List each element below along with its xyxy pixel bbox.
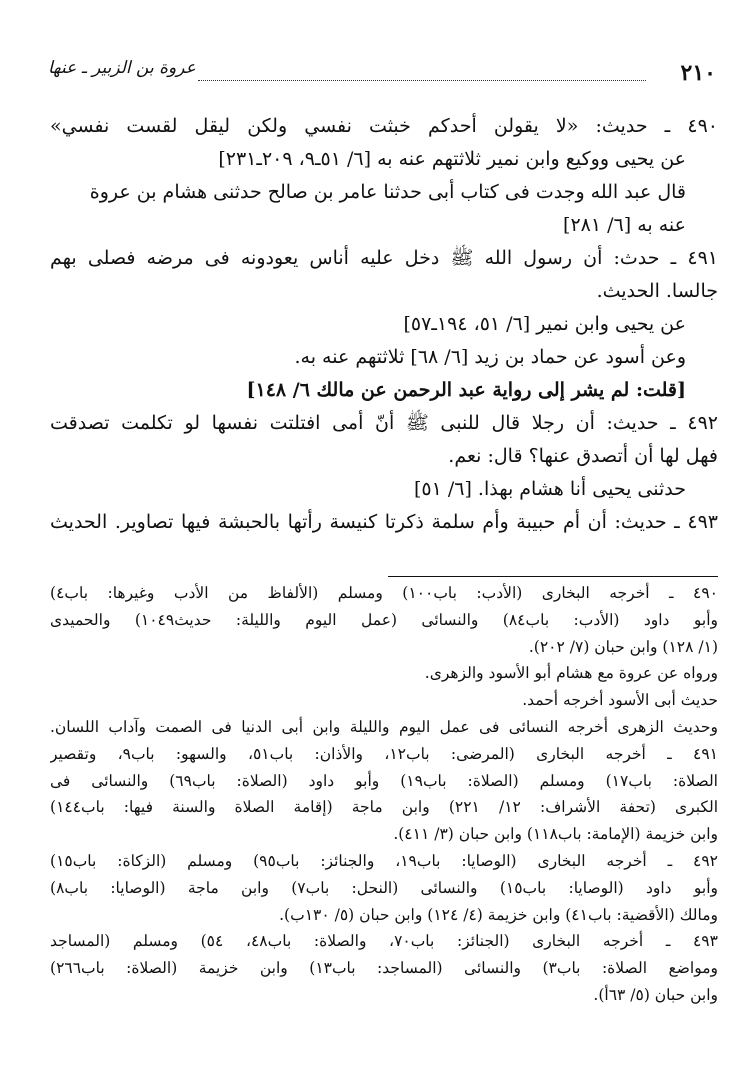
footnote-separator bbox=[388, 576, 718, 577]
page-header bbox=[48, 52, 716, 92]
running-title: عروة بن الزبير ـ عنها bbox=[48, 58, 196, 78]
footnote-491-line-1: ٤٩١ ـ أخرجه البخارى (المرضى: باب١٢، والأذان: باب٥١، والسهو: باب٩، وتقصير bbox=[50, 744, 718, 763]
hadith-491-line-3: عن يحيى وابن نمير [٦/ ٥١، ١٩٤ـ٥٧] bbox=[403, 313, 686, 335]
hadith-492-line-1: ٤٩٢ ـ حديث: أن رجلا قال للنبى ﷺ أنّ أمى افتلتت نفسها لو تكلمت تصدقت bbox=[50, 412, 718, 434]
hadith-490-line-1: ٤٩٠ ـ حديث: «لا يقولن أحدكم خبثت نفسي ولكن ليقل لقست نفسي» bbox=[50, 115, 718, 137]
footnote-490-line-6: وحديث الزهرى أخرجه النسائى فى عمل اليوم والليلة وابن أبى الدنيا فى الصمت وآداب اللسان. bbox=[50, 717, 718, 736]
footnote-490-line-3: (١/ ١٢٨) وابن حبان (٧/ ٢٠٢). bbox=[528, 637, 718, 656]
footnote-490-line-2: وأبو داود (الأدب: باب٨٤) والنسائى (عمل اليوم والليلة: حديث١٠٤٩) والحميدى bbox=[50, 610, 718, 629]
hadith-492-line-3: حدثنى يحيى أنا هشام بهذا. [٦/ ٥١] bbox=[413, 478, 686, 500]
hadith-493-line-1: ٤٩٣ ـ حديث: أن أم حبيبة وأم سلمة ذكرتا كنيسة رأتها بالحبشة فيها تصاوير. الحديث bbox=[50, 511, 718, 533]
hadith-490-line-3: قال عبد الله وجدت فى كتاب أبى حدثنا عامر بن صالح حدثنى هشام بن عروة bbox=[89, 181, 686, 203]
page-number: ٢١٠ bbox=[680, 60, 716, 86]
editor-note: [قلت: لم يشر إلى رواية عبد الرحمن عن مالك ٦/ ١٤٨] bbox=[246, 379, 686, 401]
footnote-491-line-4: وابن خزيمة (الإمامة: باب١١٨) وابن حبان (٣/ ٤١١). bbox=[393, 825, 718, 844]
hadith-490-line-2: عن يحيى ووكيع وابن نمير ثلاثتهم عنه به [٦/ ٥١ـ٩، ٢٠٩ـ٢٣١] bbox=[218, 148, 686, 170]
footnote-493-line-2: ومواضع الصلاة: باب٣) والنسائى (المساجد: باب١٣) وابن خزيمة (الصلاة: باب٢٦٦) bbox=[50, 959, 718, 978]
footnote-490-line-4: ورواه عن عروة مع هشام أبو الأسود والزهرى. bbox=[424, 664, 718, 683]
footnote-491-line-2: الصلاة: باب١٧) ومسلم (الصلاة: باب١٩) وأبو داود (الصلاة: باب٦٩) والنسائى فى bbox=[50, 771, 718, 790]
footnote-491-line-3: الكبرى (تحفة الأشراف: ١٢/ ٢٢١) وابن ماجة (إقامة الصلاة والسنة فيها: باب١٤٤) bbox=[50, 798, 718, 817]
footnotes bbox=[50, 580, 718, 1009]
footnote-490-line-1: ٤٩٠ ـ أخرجه البخارى (الأدب: باب١٠٠) ومسلم (الألفاظ من الأدب وغيرها: باب٤) bbox=[50, 584, 718, 602]
footnote-492-line-2: وأبو داود (الوصايا: باب١٥) والنسائى (النحل: باب٧) وابن ماجة (الوصايا: باب٨) bbox=[50, 878, 718, 897]
footnote-493-line-3: وابن حبان (٥/ ٦٣أ). bbox=[593, 985, 718, 1004]
footnote-492-line-3: ومالك (الأقضية: باب٤١) وابن خزيمة (٤/ ١٢٤) وابن حبان (٥/ ١٣٠ب). bbox=[279, 905, 718, 924]
header-dotted-rule bbox=[198, 80, 646, 81]
hadith-491-line-4: وعن أسود عن حماد بن زيد [٦/ ٦٨] ثلاثتهم عنه به. bbox=[294, 346, 686, 368]
hadith-491-line-2: جالسا. الحديث. bbox=[596, 280, 718, 302]
footnote-490-line-5: حديث أبى الأسود أخرجه أحمد. bbox=[522, 691, 718, 710]
hadith-492-line-2: فهل لها أن أتصدق عنها؟ قال: نعم. bbox=[448, 445, 718, 467]
hadith-490-line-4: عنه به [٦/ ٢٨١] bbox=[563, 214, 686, 236]
footnote-492-line-1: ٤٩٢ ـ أخرجه البخارى (الوصايا: باب١٩، والجنائز: باب٩٥) ومسلم (الزكاة: باب١٥) bbox=[50, 851, 718, 870]
footnote-493-line-1: ٤٩٣ ـ أخرجه البخارى (الجنائز: باب٧٠، والصلاة: باب٤٨، ٥٤) ومسلم (المساجد bbox=[50, 932, 718, 951]
main-text bbox=[50, 110, 718, 539]
hadith-491-line-1: ٤٩١ ـ حدث: أن رسول الله ﷺ دخل عليه أناس يعودونه فى مرضه فصلى بهم bbox=[50, 247, 718, 269]
